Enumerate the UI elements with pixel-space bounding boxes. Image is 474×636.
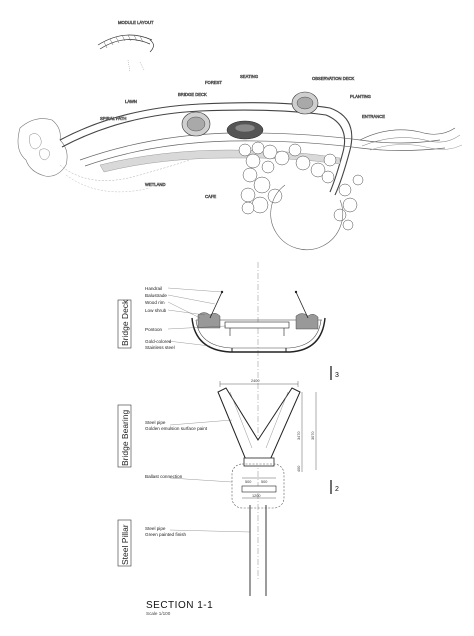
plan-tag: SEATING: [240, 74, 259, 79]
section-title-block: [146, 600, 213, 616]
plan-tag: SPIRAL PATH: [100, 116, 127, 121]
plan-tag: LAWN: [125, 99, 137, 104]
bearing-label: Steel pipe: [145, 420, 166, 425]
dim-top-width: 2400: [251, 379, 260, 383]
bridge-deck: [192, 291, 325, 352]
plan-tag: ENTRANCE: [362, 114, 386, 119]
module-layout-label: MODULE LAYOUT: [118, 20, 154, 25]
module-layout-inset: [98, 20, 154, 72]
section-markers: [331, 366, 339, 494]
dim-base-b: 500: [261, 480, 268, 484]
left-terrain: [18, 119, 67, 177]
section-scale: Scale 1/100: [146, 611, 171, 616]
dim-height-a: 3470: [297, 431, 301, 440]
ballast-label: Ballast connection: [145, 474, 183, 479]
plan-tag: PLANTING: [350, 94, 371, 99]
steel-pillar: [145, 505, 266, 596]
part-label-pillar: Steel Pillar: [120, 524, 130, 565]
section-drawing: [118, 262, 339, 616]
plan-tag: OBSERVATION DECK: [312, 76, 355, 81]
dim-base-a: 500: [245, 480, 252, 484]
dim-height-c: 400: [297, 465, 301, 472]
section-title: SECTION 1-1: [146, 600, 214, 611]
part-label-deck: Bridge Deck: [120, 299, 130, 346]
plan-tag: BRIDGE DECK: [178, 92, 207, 97]
deck-label: Stainless steel: [145, 345, 175, 350]
ballast-connection: [145, 464, 284, 508]
marker-lower: 2: [335, 486, 339, 493]
plan-tag: FOREST: [205, 80, 222, 85]
marker-upper: 3: [335, 372, 339, 379]
dim-height-b: 3070: [311, 431, 315, 440]
deck-label: Pontoon: [145, 327, 163, 332]
pillar-label: Green painted finish: [145, 532, 187, 537]
deck-label: Low shrub: [145, 308, 167, 313]
pillar-label: Steel pipe: [145, 526, 166, 531]
plan-tag: WETLAND: [145, 182, 166, 187]
deck-label: Gold-colored: [145, 339, 172, 344]
dim-base-c: 1200: [252, 494, 261, 498]
part-label-bearing: Bridge Bearing: [120, 409, 130, 466]
bridge-bearing: [218, 379, 316, 472]
site-plan: [18, 20, 462, 250]
bearing-callouts: [170, 420, 232, 425]
deck-label: Wood rim: [145, 300, 165, 305]
bearing-label: Golden emulsion surface paint: [145, 426, 208, 431]
plan-tag: CAFE: [205, 194, 217, 199]
deck-label: Balustrade: [145, 293, 167, 298]
part-labels: [118, 299, 131, 566]
deck-label: Handrail: [145, 286, 163, 291]
deck-label-list: [145, 286, 175, 350]
